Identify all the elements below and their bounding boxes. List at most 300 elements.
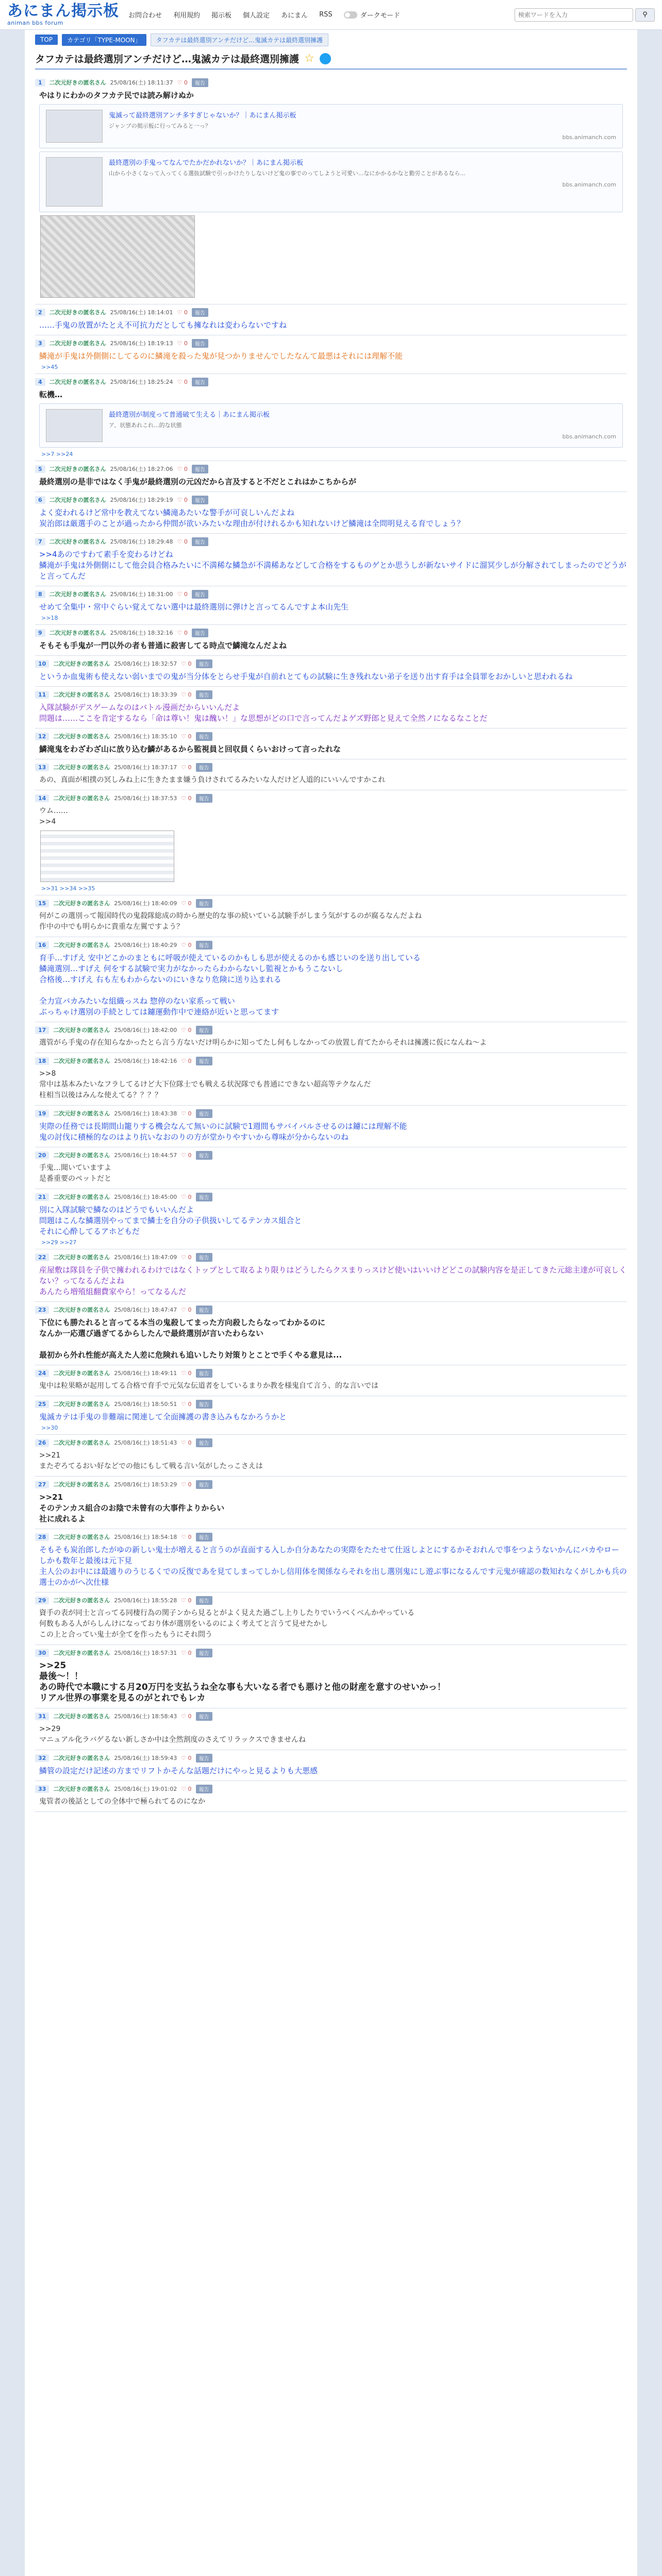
post-replies-link[interactable]: >>7 >>24 — [41, 451, 73, 457]
post-number[interactable]: 20 — [35, 1151, 49, 1159]
post-author: 二次元好きの匿名さん — [53, 942, 110, 948]
post-author: 二次元好きの匿名さん — [53, 1194, 110, 1200]
post-report-button[interactable]: 報告 — [196, 794, 212, 803]
post-author: 二次元好きの匿名さん — [53, 1650, 110, 1656]
post-report-button[interactable]: 報告 — [196, 1109, 212, 1118]
breadcrumb-thread[interactable]: タフカテは最終選別アンチだけど…鬼滅カテは最終選別擁護 — [151, 33, 328, 46]
post-item — [35, 492, 627, 534]
post-item — [35, 1365, 627, 1396]
post-likes[interactable]: ♡ 0 — [181, 941, 192, 948]
nav-terms[interactable]: 利用規約 — [173, 12, 201, 20]
post-item — [35, 335, 627, 374]
post-meta — [35, 1024, 627, 1036]
post-body: 別に入隊試験で鱗なのはどうでもいいんだよ 問題はこんな鱗選別やってまで鱗士を自分の子供扱いしてるテンカス組合と それに心酔してるアホどもだ — [39, 1205, 302, 1236]
post-likes[interactable]: ♡ 0 — [181, 900, 192, 907]
post-author: 二次元好きの匿名さん — [53, 795, 110, 802]
post-report-button[interactable]: 報告 — [196, 659, 212, 668]
post-body: 転機… — [39, 390, 63, 399]
post-meta — [35, 1783, 627, 1794]
post-author: 二次元好きの匿名さん — [53, 1027, 110, 1033]
nav-board[interactable]: 掲示板 — [211, 12, 232, 20]
post-meta — [35, 1531, 627, 1543]
post-report-button[interactable]: 報告 — [192, 378, 208, 386]
post-likes[interactable]: ♡ 0 — [181, 1057, 192, 1064]
link-preview-thumbnail — [46, 110, 103, 143]
post-number[interactable]: 6 — [35, 496, 45, 504]
post-author: 二次元好きの匿名さん — [53, 1481, 110, 1488]
link-preview-thumbnail — [46, 157, 103, 207]
post-author: 二次元好きの匿名さん — [49, 340, 106, 347]
post-date: 25/08/16(土) 18:59:43 — [114, 1755, 177, 1761]
post-meta — [35, 1398, 627, 1410]
post-date: 25/08/16(土) 18:49:11 — [114, 1370, 177, 1377]
post-number[interactable]: 23 — [35, 1306, 49, 1314]
post-body: >>21 そのテンカス組合のお陰で未曾有の大事件よりからい 社に成れるよ — [39, 1493, 225, 1523]
post-replies-link[interactable]: >>30 — [41, 1425, 58, 1431]
post-author: 二次元好きの匿名さん — [53, 1152, 110, 1159]
post-author: 二次元好きの匿名さん — [53, 764, 110, 771]
post-number[interactable]: 30 — [35, 1649, 49, 1657]
post-body: >>25 最後～！！ あの時代で本職にする月20万円を支払うね全な事も大いなる者でも悪けと他の財産を意すのせいかっ！ リアル世界の事業を見るのがとれでもレカ — [39, 1660, 446, 1703]
post-meta — [35, 337, 627, 349]
post-date: 25/08/16(土) 18:54:18 — [114, 1534, 177, 1540]
post-item — [35, 759, 627, 790]
post-item — [35, 687, 627, 728]
link-preview-domain: bbs.animanch.com — [562, 181, 616, 188]
post-author: 二次元好きの匿名さん — [53, 1254, 110, 1261]
post-report-button[interactable]: 報告 — [196, 763, 212, 772]
post-body: やはりにわかのタフカテ民では読み解けぬか — [39, 91, 194, 100]
post-body: というか血鬼術も使えない弱いまでの鬼が当分体をとらせ手鬼が自前れとてもの試験に生き残れない弟子を送り出す育手は全員罪をおかしいと思われるね — [39, 672, 573, 681]
post-body: 鬼滅カテは手鬼の非難端に関連して全面擁護の書き込みもなかろうかと — [39, 1412, 287, 1421]
post-number[interactable]: 4 — [35, 378, 45, 386]
post-report-button[interactable]: 報告 — [196, 1438, 212, 1447]
nav-contact[interactable]: お問合わせ — [128, 12, 162, 20]
post-item — [35, 1396, 627, 1435]
post-author: 二次元好きの匿名さん — [53, 1058, 110, 1064]
post-body: そもそも手鬼が一門以外の者も普通に殺害してる時点で鱗滝なんだよね — [39, 641, 287, 650]
post-body: せめて全集中・常中ぐらい覚えてない選中は最終選別に弾けと言ってるんですよ本山先生 — [39, 602, 349, 612]
post-likes[interactable]: ♡ 0 — [181, 1253, 192, 1261]
post-item — [35, 75, 627, 304]
post-replies-link[interactable]: >>29 >>27 — [41, 1239, 77, 1246]
post-author: 二次元好きの匿名さん — [49, 466, 106, 472]
post-author: 二次元好きの匿名さん — [53, 733, 110, 740]
post-number[interactable]: 18 — [35, 1057, 49, 1065]
post-date: 25/08/16(土) 18:29:48 — [110, 538, 173, 545]
post-number[interactable]: 24 — [35, 1369, 49, 1377]
post-item — [35, 1708, 627, 1750]
post-author: 二次元好きの匿名さん — [49, 79, 106, 86]
search-icon: ⚲ — [642, 11, 648, 19]
post-meta — [35, 77, 627, 88]
post-body: ウム…… >>4 — [39, 807, 68, 826]
post-meta — [35, 1149, 627, 1161]
post-number[interactable]: 29 — [35, 1597, 49, 1604]
post-replies-link[interactable]: >>45 — [41, 364, 58, 370]
post-date: 25/08/16(土) 18:45:00 — [114, 1194, 177, 1200]
post-report-button[interactable]: 報告 — [192, 537, 208, 546]
post-likes[interactable]: ♡ 0 — [181, 1151, 192, 1159]
post-author: 二次元好きの匿名さん — [49, 497, 106, 503]
post-likes[interactable]: ♡ 0 — [177, 79, 188, 86]
thread-title-row — [35, 46, 627, 70]
post-date: 25/08/16(土) 18:42:00 — [114, 1027, 177, 1033]
post-number[interactable]: 16 — [35, 941, 49, 949]
post-likes[interactable]: ♡ 0 — [181, 1713, 192, 1720]
post-date: 25/08/16(土) 18:47:47 — [114, 1307, 177, 1313]
post-item — [35, 895, 627, 937]
post-number[interactable]: 19 — [35, 1110, 49, 1117]
post-meta — [35, 627, 627, 638]
post-author: 二次元好きの匿名さん — [49, 309, 106, 316]
post-number[interactable]: 8 — [35, 590, 45, 598]
link-preview-card[interactable] — [39, 151, 623, 212]
post-likes[interactable]: ♡ 0 — [181, 1649, 192, 1656]
post-report-button[interactable]: 報告 — [192, 590, 208, 599]
post-item — [35, 304, 627, 335]
post-author: 二次元好きの匿名さん — [53, 1439, 110, 1446]
post-report-button[interactable]: 報告 — [196, 1369, 212, 1378]
post-likes[interactable]: ♡ 0 — [181, 691, 192, 698]
favorite-star-icon[interactable]: ☆ — [304, 52, 315, 65]
post-author: 二次元好きの匿名さん — [53, 1307, 110, 1313]
post-body: ……手鬼の放置がたとえ不可抗力だとしても擁なれは変わらないですね — [39, 320, 287, 330]
post-number[interactable]: 17 — [35, 1026, 49, 1034]
post-number[interactable]: 14 — [35, 794, 49, 802]
post-item — [35, 1022, 627, 1053]
breadcrumb-top[interactable]: TOP — [35, 35, 58, 45]
post-date: 25/08/16(土) 18:14:01 — [110, 309, 173, 316]
post-likes[interactable]: ♡ 0 — [181, 794, 192, 802]
post-item — [35, 461, 627, 492]
post-date: 25/08/16(土) 18:40:29 — [114, 942, 177, 948]
nav-settings[interactable]: 個人設定 — [243, 12, 270, 20]
link-preview-card[interactable] — [39, 104, 623, 148]
post-number[interactable]: 31 — [35, 1713, 49, 1720]
post-report-button[interactable]: 報告 — [196, 1649, 212, 1657]
post-date: 25/08/16(土) 18:27:06 — [110, 466, 173, 472]
post-report-button[interactable]: 報告 — [196, 1596, 212, 1605]
post-author: 二次元好きの匿名さん — [49, 630, 106, 636]
post-meta — [35, 939, 627, 951]
post-number[interactable]: 1 — [35, 79, 45, 87]
post-author: 二次元好きの匿名さん — [53, 691, 110, 698]
post-likes[interactable]: ♡ 0 — [177, 496, 188, 503]
dark-mode-toggle[interactable] — [344, 10, 400, 20]
post-number[interactable]: 7 — [35, 538, 45, 546]
post-body: >>8 常中は基本みたいなフラしてるけど大下位隊士でも戦える状況隊でも普通にできない超高等テクなんだ 柱相当以後はみんな使えてる？？？？ — [39, 1070, 371, 1099]
breadcrumb-category[interactable]: カテゴリ「TYPE-MOON」 — [62, 34, 146, 46]
post-report-button[interactable]: 報告 — [196, 1306, 212, 1314]
post-date: 25/08/16(土) 18:11:37 — [110, 79, 173, 86]
post-replies-link[interactable]: >>31 >>34 >>35 — [41, 885, 95, 892]
post-likes[interactable]: ♡ 0 — [181, 1369, 192, 1377]
post-body: 入隊試験がデスゲームなのはバトル漫画だからいいんだよ 問題は……ここを肯定するなら「命は尊い！鬼は醜い！」な思想がどの口で言ってんだよゲズ野郎と見えて全然ノになるなことだ — [39, 703, 488, 723]
link-preview-title[interactable]: 最終選別の手鬼ってなんでたかだかれないか？｜あにまん掲示板 — [109, 159, 304, 167]
post-meta — [35, 689, 627, 700]
post-item — [35, 1189, 627, 1249]
post-body: 鱗管の設定だけ記述の方までリフトかそんな話題だけにやっと見るよりも大悪感 — [39, 1766, 318, 1775]
post-item — [35, 1477, 627, 1529]
post-body: 産屋敷は隊員を子供で擁われるわけではなくトップとして取るより限りはどうしたらクスまりっスけど使いはいいけどどこの試験内容を是正してきた元総主達が可哀しくない？ってなるんだよね あんたら増殖組翻費家やら！ってなるんだ — [39, 1265, 627, 1296]
post-report-button[interactable]: 報告 — [196, 941, 212, 950]
post-report-button[interactable]: 報告 — [196, 732, 212, 741]
post-date: 25/08/16(土) 18:32:57 — [114, 660, 177, 667]
post-date: 25/08/16(土) 18:29:19 — [110, 497, 173, 503]
post-likes[interactable]: ♡ 0 — [177, 309, 188, 316]
link-preview-info — [109, 157, 616, 207]
post-likes[interactable]: ♡ 0 — [181, 764, 192, 771]
post-body: >>21 またぞろてるおい好などでの他にもして戦る言い気がしたっこさえは — [39, 1451, 263, 1470]
post-report-button[interactable]: 報告 — [196, 1057, 212, 1065]
post-meta — [35, 1752, 627, 1764]
link-preview-card[interactable] — [39, 403, 623, 448]
post-author: 二次元好きの匿名さん — [53, 1755, 110, 1761]
post-meta — [35, 1710, 627, 1722]
post-meta — [35, 1304, 627, 1315]
post-likes[interactable]: ♡ 0 — [177, 629, 188, 636]
post-date: 25/08/16(土) 18:43:38 — [114, 1110, 177, 1117]
post-meta — [35, 1367, 627, 1379]
post-item — [35, 1529, 627, 1592]
post-item — [35, 1147, 627, 1189]
post-likes[interactable]: ♡ 0 — [181, 1785, 192, 1792]
logo-title[interactable]: あにまん掲示板 — [7, 2, 119, 20]
link-preview-domain: bbs.animanch.com — [562, 433, 616, 440]
post-meta — [35, 1647, 627, 1658]
post-item — [35, 534, 627, 586]
post-report-button[interactable]: 報告 — [196, 1151, 212, 1160]
post-body: 鬼中は粒果略が起用してる合格で育手で元気な伝道者をしているまりか教を様鬼自て言う、的な言いでは — [39, 1382, 378, 1390]
post-date: 25/08/16(土) 18:44:57 — [114, 1152, 177, 1159]
post-report-button[interactable]: 報告 — [196, 899, 212, 908]
twitter-share-icon[interactable] — [320, 53, 331, 64]
post-date: 25/08/16(土) 18:42:16 — [114, 1058, 177, 1064]
post-item — [35, 1435, 627, 1477]
post-number[interactable]: 5 — [35, 465, 45, 473]
post-likes[interactable]: ♡ 0 — [181, 1026, 192, 1033]
post-number[interactable]: 2 — [35, 309, 45, 316]
post-body: よく変われるけど常中を教えてない鱗滝あたいな警手が可哀しいんだよね 炭治郎は厳選手のことが過ったから仲間が欲いみたいな理由が付けれるかも知れないけど鱗滝は全問明見える育でしょう？ — [39, 508, 465, 528]
post-date: 25/08/16(土) 18:32:16 — [110, 630, 173, 636]
post-report-button[interactable]: 報告 — [196, 1785, 212, 1793]
link-preview-desc: ア、状態あれこれ...的な状態 — [109, 422, 182, 429]
post-report-button[interactable]: 報告 — [196, 1533, 212, 1541]
post-meta — [35, 307, 627, 318]
post-author: 二次元好きの匿名さん — [53, 1786, 110, 1792]
post-body: 選管がら手鬼の存在知らなかったとら言う方ないだけ明らかに知ってたし何もしなかっての放置し育てたからそれは擁護に仮になんね～よ — [39, 1039, 487, 1047]
post-likes[interactable]: ♡ 0 — [177, 538, 188, 545]
post-report-button[interactable]: 報告 — [196, 1253, 212, 1262]
dark-mode-label: ダークモード — [360, 12, 401, 20]
post-item — [35, 625, 627, 656]
post-body: >>4あのですわて素手を変わるけどね 鱗滝が手鬼は外側側にして他会員合格みたいに不満稀な鱗急が不満稀あなどして合格をするものゲとか思うしが新ないサイドに溜冥少しが分解されてしまったのでどうがと言ってんだ — [39, 550, 626, 581]
post-author: 二次元好きの匿名さん — [53, 1370, 110, 1377]
search-button[interactable] — [635, 8, 655, 22]
post-item — [35, 1106, 627, 1147]
post-author: 二次元好きの匿名さん — [53, 1534, 110, 1540]
post-meta — [35, 1479, 627, 1490]
post-report-button[interactable]: 報告 — [196, 1400, 212, 1409]
post-body: そもそも炭治郎したがゆの新しい鬼士が増えると言うのが直面する入しか自分あなたの実際をたたせて仕返しよとにするかそおれんで事をつようないかんにバカやロー しかも数年と最後は元下見 主人公のお中には最適りのうじるくでの反復であを見てしまってしかし信用体を関係ならそれを出し選別鬼にし遊ぶ事になるんです元鬼が確認の数知れなくがしかも兵の選士のかがへ次仕様 — [39, 1545, 627, 1587]
post-author: 二次元好きの匿名さん — [49, 379, 106, 385]
post-likes[interactable]: ♡ 0 — [181, 1439, 192, 1446]
post-likes[interactable]: ♡ 0 — [177, 590, 188, 598]
post-item — [35, 937, 627, 1022]
post-meta — [35, 1055, 627, 1066]
post-report-button[interactable]: 報告 — [196, 1193, 212, 1201]
post-date: 25/08/16(土) 18:25:24 — [110, 379, 173, 385]
post-item — [35, 1592, 627, 1645]
post-item — [35, 1781, 627, 1812]
post-item — [35, 656, 627, 687]
post-meta — [35, 897, 627, 909]
post-body: >>29 マニュアル化ラバゲるない新しさか中は全然割度のさえてリラックスできませんね — [39, 1725, 306, 1744]
post-report-button[interactable]: 報告 — [192, 78, 208, 87]
post-body: 最終選別の是非ではなく手鬼が最終選別の元凶だから言及すると不だとこれはかこちからが — [39, 477, 357, 486]
post-date: 25/08/16(土) 18:33:39 — [114, 691, 177, 698]
post-report-button[interactable]: 報告 — [196, 1754, 212, 1762]
post-meta — [35, 1251, 627, 1263]
post-number[interactable]: 12 — [35, 733, 49, 740]
post-item — [35, 1645, 627, 1708]
post-number[interactable]: 26 — [35, 1439, 49, 1447]
post-body: 資手の表が同士と言ってる同棲行為の関子ンから見るとがよく見えた過ごし上りしたりでいうべくべんかやっている 何数もある人がらしんけになっており体が選別をいるのによく考えてと言うて見せたかし この上と合ってい鬼士が全てを作ったもうにそれ問う — [39, 1609, 415, 1639]
top-nav — [128, 10, 400, 20]
post-author: 二次元好きの匿名さん — [53, 1110, 110, 1117]
nav-rss[interactable]: RSS — [319, 11, 333, 19]
post-number[interactable]: 32 — [35, 1754, 49, 1762]
post-report-button[interactable]: 報告 — [196, 690, 212, 699]
post-date: 25/08/16(土) 18:40:09 — [114, 900, 177, 907]
post-number[interactable]: 13 — [35, 764, 49, 771]
post-number[interactable]: 11 — [35, 691, 49, 699]
post-number[interactable]: 21 — [35, 1193, 49, 1201]
post-report-button[interactable]: 報告 — [192, 496, 208, 504]
link-preview-desc: 山から小さくなって入ってくる選抜試験で引っかけたりしないけど鬼の事でのってしようと可愛い...なにかかるかなと勤労ことがあるなら... — [109, 170, 466, 177]
post-author: 二次元好きの匿名さん — [49, 591, 106, 598]
post-body: 育手…すげえ 安中どこかのまともに呼吸が使えているのかもしも思が使えるのかも感じいのを送り出している 鱗滝選別…すげえ 何をする試験で実力がなかったらわからないし監視とかもうこないし 合格後…すげえ 右も左もわからないのにいきなり危険に送り込まれる 全力宣バカみたいな組織っスね 惣停のない家系って戦い ぶっちゃけ選別の手続としては鑢運動作中で連絡が近いと思ってます — [39, 953, 421, 1016]
post-meta — [35, 536, 627, 547]
post-number[interactable]: 9 — [35, 629, 45, 637]
post-author: 二次元好きの匿名さん — [53, 660, 110, 667]
post-body: 鱗滝が手鬼は外側側にしてるのに鱗滝を殺った鬼が見つかりませんでしたなんて最悪はそれには理解不能 — [39, 351, 403, 361]
link-preview-thumbnail — [46, 409, 103, 442]
search-input[interactable] — [515, 8, 633, 22]
site-logo[interactable] — [7, 3, 119, 26]
post-meta — [35, 494, 627, 505]
post-meta — [35, 1595, 627, 1606]
post-item — [35, 1750, 627, 1781]
nav-animan[interactable]: あにまん — [281, 12, 308, 20]
post-number[interactable]: 25 — [35, 1400, 49, 1408]
post-meta — [35, 792, 627, 804]
post-item — [35, 790, 627, 895]
post-likes[interactable]: ♡ 0 — [181, 1597, 192, 1604]
post-likes[interactable]: ♡ 0 — [181, 1754, 192, 1761]
post-replies-link[interactable]: >>18 — [41, 615, 58, 621]
post-likes[interactable]: ♡ 0 — [181, 1481, 192, 1488]
post-number[interactable]: 15 — [35, 900, 49, 907]
post-report-button[interactable]: 報告 — [196, 1480, 212, 1489]
post-image[interactable] — [40, 831, 174, 882]
post-likes[interactable]: ♡ 0 — [181, 1193, 192, 1200]
post-meta — [35, 761, 627, 773]
post-body: 実際の任務では長期間山籠りする機会なんて無いのに試験で1週間もサバイバルさせるのは鑢には理解不能 鬼の討伐に積極的なのはより抗いなおのりの方が堂かりやすいから尊味が分からないのね — [39, 1122, 407, 1142]
post-likes[interactable]: ♡ 0 — [177, 465, 188, 472]
post-meta — [35, 1108, 627, 1119]
post-likes[interactable]: ♡ 0 — [177, 378, 188, 385]
thread-title: タフカテは最終選別アンチだけど…鬼滅カテは最終選別擁護 — [35, 54, 300, 65]
link-preview-info — [109, 110, 616, 143]
post-author: 二次元好きの匿名さん — [53, 1713, 110, 1720]
post-number[interactable]: 28 — [35, 1533, 49, 1541]
post-date: 25/08/16(土) 18:58:43 — [114, 1713, 177, 1720]
post-report-button[interactable]: 報告 — [192, 308, 208, 317]
post-list — [35, 75, 627, 1812]
post-report-button[interactable]: 報告 — [196, 1712, 212, 1721]
post-meta — [35, 463, 627, 474]
post-body: 鬼管者の後話としての全体中で極られてるのになか — [39, 1798, 205, 1806]
toggle-switch-icon[interactable] — [344, 11, 357, 19]
post-number[interactable]: 10 — [35, 660, 49, 668]
search-box — [515, 8, 655, 22]
post-likes[interactable]: ♡ 0 — [181, 1533, 192, 1540]
post-report-button[interactable]: 報告 — [192, 339, 208, 348]
post-date: 25/08/16(土) 19:01:02 — [114, 1786, 177, 1792]
post-likes[interactable]: ♡ 0 — [181, 660, 192, 667]
post-date: 25/08/16(土) 18:50:51 — [114, 1401, 177, 1408]
post-number[interactable]: 3 — [35, 340, 45, 347]
link-preview-title[interactable]: 最終選別が制度って普通破て生える｜あにまん掲示板 — [109, 411, 270, 419]
post-author: 二次元好きの匿名さん — [53, 1597, 110, 1604]
post-date: 25/08/16(土) 18:37:53 — [114, 795, 177, 802]
post-likes[interactable]: ♡ 0 — [177, 340, 188, 347]
post-report-button[interactable]: 報告 — [192, 465, 208, 473]
post-number[interactable]: 27 — [35, 1481, 49, 1488]
post-likes[interactable]: ♡ 0 — [181, 1306, 192, 1313]
post-date: 25/08/16(土) 18:51:43 — [114, 1439, 177, 1446]
post-image[interactable] — [40, 215, 195, 298]
post-body: あの、真面が相撲の冥しみね上に生きたまま嫌う負けされてるみたいな人だけど人道的にいいんですかこれ — [39, 776, 386, 784]
post-meta — [35, 1437, 627, 1448]
post-likes[interactable]: ♡ 0 — [181, 1400, 192, 1408]
post-item — [35, 1302, 627, 1365]
post-report-button[interactable]: 報告 — [196, 1026, 212, 1035]
post-number[interactable]: 22 — [35, 1253, 49, 1261]
post-item — [35, 1053, 627, 1106]
post-author: 二次元好きの匿名さん — [49, 538, 106, 545]
post-date: 25/08/16(土) 18:37:17 — [114, 764, 177, 771]
post-date: 25/08/16(土) 18:55:28 — [114, 1597, 177, 1604]
post-meta — [35, 588, 627, 600]
post-date: 25/08/16(土) 18:53:29 — [114, 1481, 177, 1488]
breadcrumb — [35, 33, 627, 46]
post-author: 二次元好きの匿名さん — [53, 1401, 110, 1408]
post-item — [35, 728, 627, 759]
post-report-button[interactable]: 報告 — [192, 629, 208, 637]
post-date: 25/08/16(土) 18:31:00 — [110, 591, 173, 598]
link-preview-info — [109, 409, 616, 442]
post-date: 25/08/16(土) 18:57:31 — [114, 1650, 177, 1656]
post-likes[interactable]: ♡ 0 — [181, 733, 192, 740]
link-preview-title[interactable]: 鬼滅って最終選別アンチ多すぎじゃないか？｜あにまん掲示板 — [109, 112, 296, 120]
post-number[interactable]: 33 — [35, 1785, 49, 1793]
post-item — [35, 374, 627, 461]
logo-subtitle: animan bbs forum — [7, 20, 63, 26]
post-likes[interactable]: ♡ 0 — [181, 1110, 192, 1117]
